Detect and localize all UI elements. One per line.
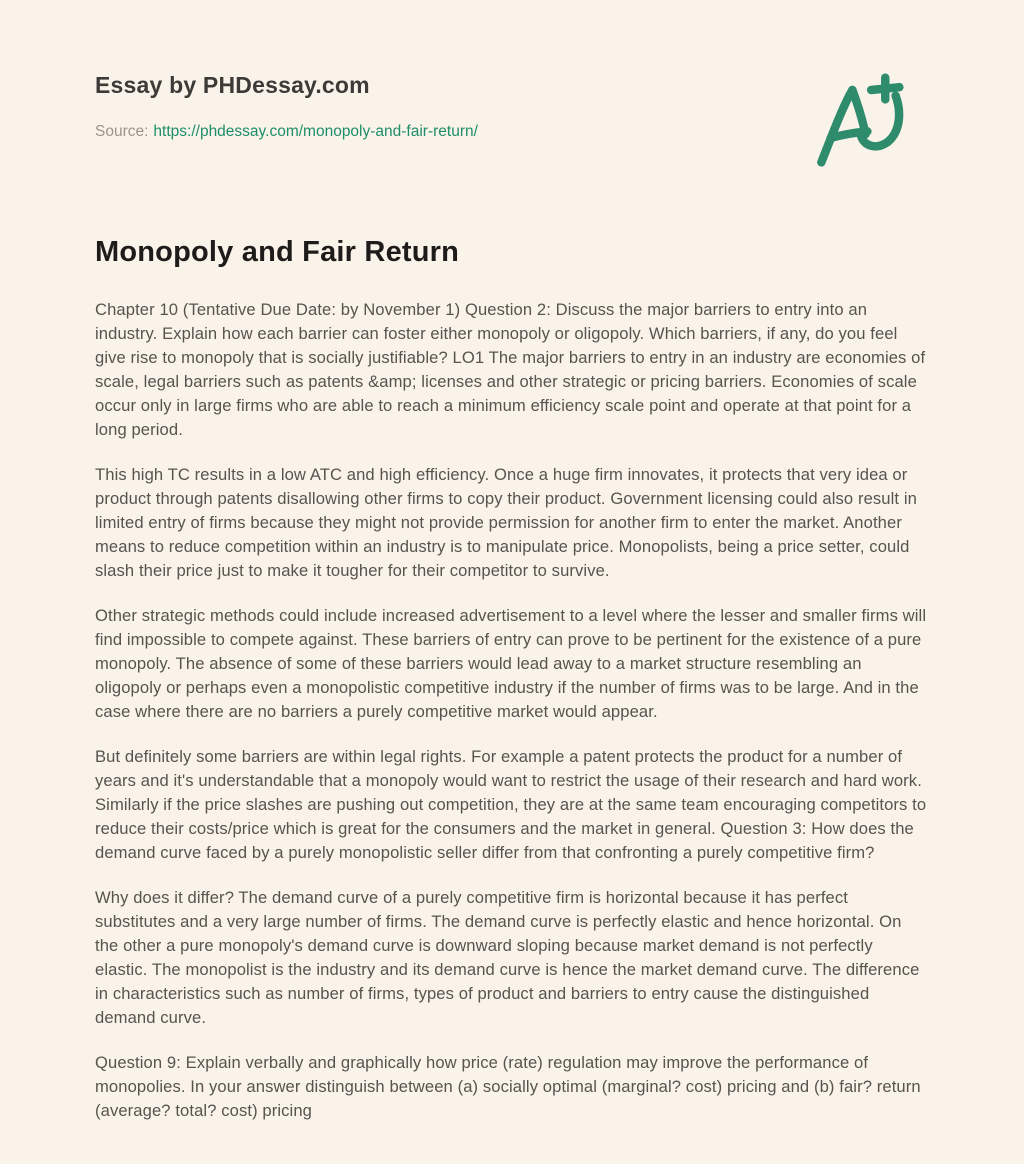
phdessay-a-plus-logo-icon [811,70,905,172]
source-link[interactable]: https://phdessay.com/monopoly-and-fair-return/ [153,123,478,140]
essay-title: Monopoly and Fair Return [95,236,460,268]
essay-paragraph-1: Chapter 10 (Tentative Due Date: by November 1) Question 2: Discuss the major barriers to entry into an industry. Explain how each barrier can foster either monopoly or oligopoly. Which barriers, if any, do you feel give rise to monopoly that is socially justifiable? LO1 The major barriers to entry in an industry are economies of scale, legal barriers such as patents &amp; licenses and other strategic or pricing barriers. Economies of scale occur only in large firms who are able to reach a minimum efficiency scale point and operate at that point for a long period. [95,300,926,439]
essay-paragraph-2: This high TC results in a low ATC and high efficiency. Once a huge firm innovates, it protects that very idea or product through patents disallowing other firms to copy their product. Government licensing could also result in limited entry of firms because they might not provide permission for another firm to enter the market. Another means to reduce competition within an industry is to manipulate price. Monopolists, being a price setter, could slash their price just to make it tougher for their competitor to survive. [95,465,917,580]
source-label: Source: [95,123,149,140]
essay-paragraph-4: But definitely some barriers are within legal rights. For example a patent protects the product for a number of years and it's understandable that a monopoly would want to restrict the usage of their research and hard work. Similarly if the price slashes are pushing out competition, they are at the same team encouraging competitors to reduce their costs/price which is great for the consumers and the market in general. Question 3: How does the demand curve faced by a purely monopolistic seller differ from that confronting a purely competitive firm? [95,747,927,862]
essay-paragraph-3: Other strategic methods could include increased advertisement to a level where the lesser and smaller firms will find impossible to compete against. These barriers of entry can prove to be pertinent for the existence of a pure monopoly. The absence of some of these barriers would lead away to a market structure resembling an oligopoly or perhaps even a monopolistic competitive industry if the number of firms was to be large. And in the case where there are no barriers a purely competitive market would appear. [95,606,927,721]
essay-content [95,236,929,1123]
source-line [95,123,478,141]
page-header [95,72,929,172]
essay-paragraph-5: Why does it differ? The demand curve of a purely competitive firm is horizontal because it has perfect substitutes and a very large number of firms. The demand curve is perfectly elastic and hence horizontal. On the other a pure monopoly's demand curve is downward sloping because market demand is not perfectly elastic. The monopolist is the industry and its demand curve is hence the market demand curve. The difference in characteristics such as number of firms, types of product and barriers to entry cause the distinguished demand curve. [95,888,920,1027]
essay-paragraph-6: Question 9: Explain verbally and graphically how price (rate) regulation may improve the performance of monopolies. In your answer distinguish between (a) socially optimal (marginal? cost) pricing and (b) fair? return (average? total? cost) pricing [95,1053,921,1120]
header-text-block [95,72,478,141]
site-title: Essay by PHDessay.com [95,72,370,98]
